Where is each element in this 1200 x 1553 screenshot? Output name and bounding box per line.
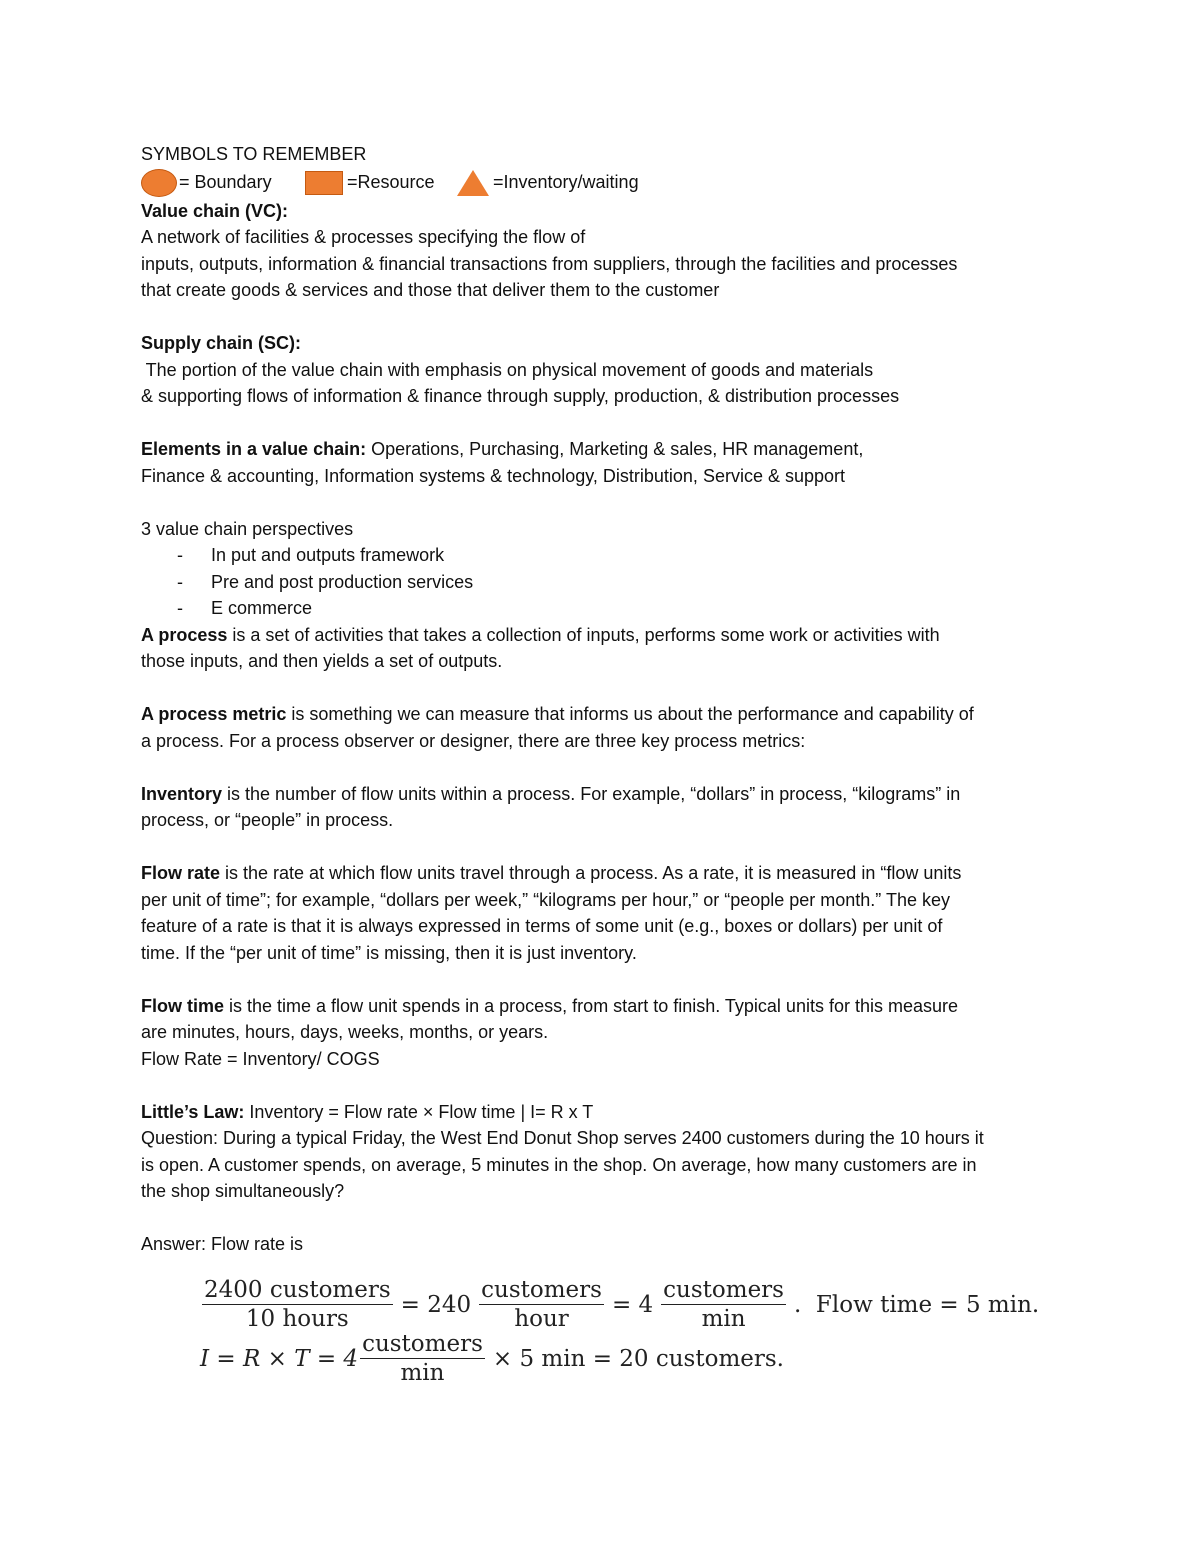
inventory-paragraph: Inventory is the number of flow units within a process. For example, “dollars” in process, “kilograms” in (141, 783, 961, 804)
inventory-line2: process, or “people” in process. (141, 810, 394, 830)
flowtime-paragraph: Flow time is the time a flow unit spends in a process, from start to finish. Typical units for this measure (141, 995, 958, 1016)
boundary-label: = Boundary (179, 172, 272, 193)
perspectives-heading: 3 value chain perspectives (141, 518, 354, 539)
flowtime-line2: are minutes, hours, days, weeks, months, or years. (141, 1022, 549, 1042)
flowrate-line4: time. If the “per unit of time” is missing, then it is just inventory. (141, 942, 637, 963)
vc-line2: inputs, outputs, information & financial transactions from suppliers, through the facilities and processes (141, 253, 958, 274)
process-line2: those inputs, and then yields a set of outputs. (141, 651, 503, 671)
vc-heading: Value chain (VC): (141, 200, 289, 221)
triangle-icon (457, 170, 489, 196)
elements-line2: Finance & accounting, Information systems & technology, Distribution, Service & support (141, 465, 846, 486)
vc-line1: A network of facilities & processes specifying the flow of (141, 227, 586, 247)
fraction: $\frac{\text{customers}}{\text{hour}}$ (481, 1277, 602, 1332)
list-item: - In put and outputs framework (141, 542, 1071, 569)
metric-paragraph: A process metric is something we can measure that informs us about the performance and capability of (141, 704, 974, 724)
elements-paragraph: Elements in a value chain: Operations, Purchasing, Marketing & sales, HR management, (141, 439, 864, 459)
equation-flow-rate: $\frac{\text{2400 customers}}{\text{10 hours}}$ = 240 $\frac{\text{customers}}{\text{hour}}$ = 4 $\frac{\text{customers}}{\min}$ . Flow time = 5 min. (204, 1277, 1040, 1332)
flowrate-line2: per unit of time”; for example, “dollars per week,” “kilograms per hour,” or “people per month.” The key (141, 889, 951, 910)
sc-line2: & supporting flows of information & finance through supply, production, & distribution processes (141, 386, 900, 406)
list-item: - E commerce (141, 595, 1071, 622)
flowrate-paragraph: Flow rate is the rate at which flow units travel through a process. As a rate, it is measured in “flow units (141, 863, 962, 883)
littles-law: Little’s Law: Inventory = Flow rate × Flow time | I= R x T (141, 1101, 594, 1122)
list-item: - Pre and post production services (141, 569, 1071, 596)
process-paragraph: A process is a set of activities that takes a collection of inputs, performs some work or activities with (141, 624, 940, 645)
fraction: $\frac{\text{customers}}{\min}$ (362, 1331, 483, 1386)
question-line2: is open. A customer spends, on average, 5 minutes in the shop. On average, how many customers are in (141, 1154, 977, 1175)
flowrate-formula: Flow Rate = Inventory/ COGS (141, 1048, 380, 1069)
equation-littles-law: I = R × T = 4 $\frac{\text{customers}}{\min}$ × 5 min = 20 customers. (200, 1331, 784, 1386)
symbols-legend (141, 168, 1071, 198)
question-line3: the shop simultaneously? (141, 1181, 345, 1201)
fraction: $\frac{\text{2400 customers}}{\text{10 hours}}$ (204, 1277, 391, 1332)
square-icon (305, 171, 343, 195)
perspectives-list (141, 542, 1071, 622)
answer-intro: Answer: Flow rate is (141, 1234, 304, 1254)
vc-line3: that create goods & services and those that deliver them to the customer (141, 280, 720, 300)
flowrate-line3: feature of a rate is that it is always expressed in terms of some unit (e.g., boxes or dollars) per unit of (141, 916, 943, 936)
document-page (141, 141, 1071, 1258)
resource-label: =Resource (347, 172, 435, 193)
fraction: $\frac{\text{customers}}{\min}$ (663, 1277, 784, 1332)
question-line1: Question: During a typical Friday, the West End Donut Shop serves 2400 customers during the 10 hours it (141, 1128, 984, 1148)
metric-line2: a process. For a process observer or designer, there are three key process metrics: (141, 730, 806, 751)
symbols-title: SYMBOLS TO REMEMBER (141, 144, 367, 164)
inventory-label: =Inventory/waiting (493, 172, 639, 193)
resource-legend (305, 169, 457, 196)
sc-heading: Supply chain (SC): (141, 333, 302, 353)
circle-icon (141, 169, 177, 197)
inventory-legend (457, 169, 639, 196)
boundary-legend (141, 169, 305, 197)
sc-line1: The portion of the value chain with emphasis on physical movement of goods and materials (141, 359, 874, 380)
